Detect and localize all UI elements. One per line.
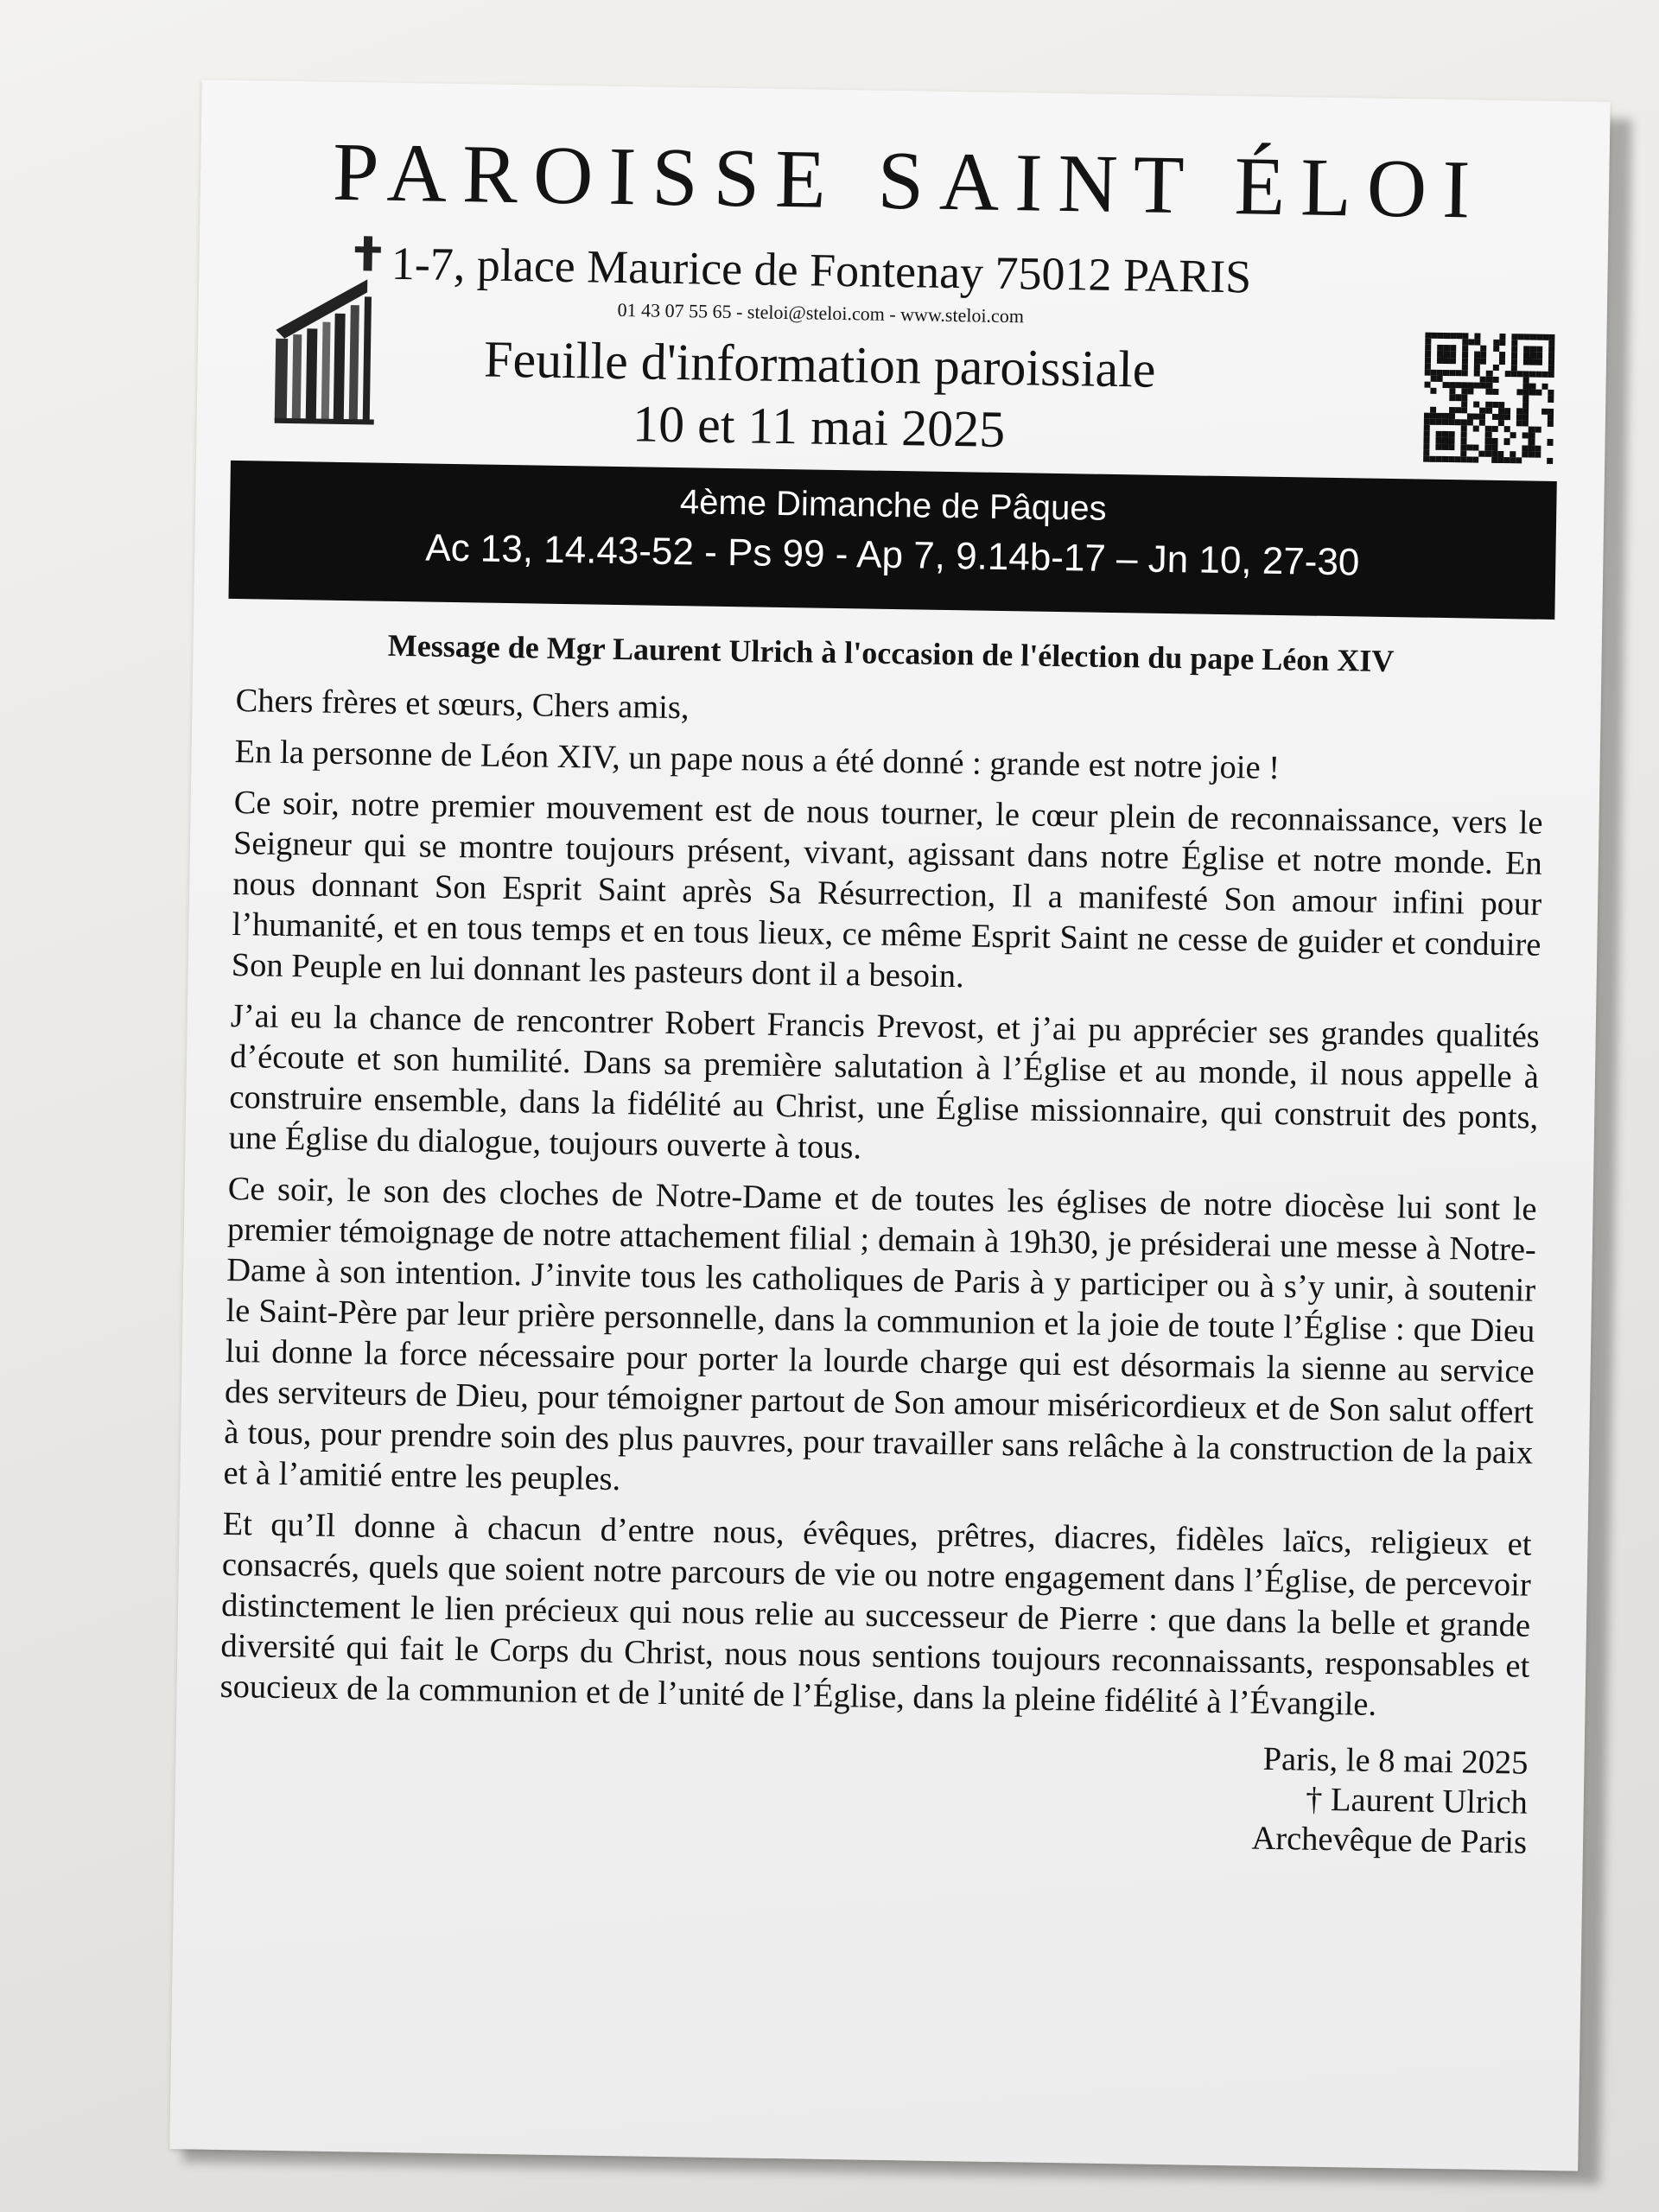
bulletin-date: 10 et 11 mai 2025 [632,395,1006,458]
parish-address: 1-7, place Maurice de Fontenay 75012 PARIS [391,237,1252,303]
parish-title: PAROISSE SAINT ÉLOI [332,124,1487,236]
qr-module [1547,452,1553,458]
qr-module [1547,433,1553,439]
parish-contact: 01 43 07 55 65 - steloi@steloi.com - www.steloi.com [617,298,1025,327]
qr-module [1548,334,1554,340]
sunday-label: 4ème Dimanche de Pâques [679,483,1107,528]
qr-module [1548,402,1554,408]
paragraph-6: Et qu’Il donne à chacun d’entre nous, évêques, prêtres, diacres, fidèles laïcs, religieux et consacrés, quels que soient notre parcours de vie ou notre engagement dans l’Église, de percevoir distinctement le lien précieux qui nous relie au successeur de Pierre : que dans la belle et grande diversité qui fait le Corps du Christ, nous nous sentions toujours reconnaissants, responsables et soucieux de la communion et de l’unité de l’Église, dans la pleine fidélité à l’Évangile. [219,1505,1532,1723]
paragraph-5: Ce soir, le son des cloches de Notre-Dame et de toutes les églises de notre diocèse lui sont le premier témoignage de notre attachement filial ; demain à 19h30, je présiderai une messe à Notre-Dame à son intention. J’invite tous les catholiques de Paris à y participer ou à s’y unir, à soutenir le Saint-Père par leur prière personnelle, dans la communion et la joie de toute l’Église : que Dieu lui donne la force nécessaire pour porter la lourde charge qui est désormais la sienne au service des serviteurs de Dieu, pour témoigner partout de Son amour miséricordieux et de Son salut offert à tous, pour prendre soin des plus pauvres, pour travailler sans relâche à la construction de la paix et à l’amitié entre les peuples. [223,1170,1537,1498]
message-heading: Message de Mgr Laurent Ulrich à l'occasion de l'élection du pape Léon XIV [387,627,1395,679]
qr-module [1548,340,1554,346]
parish-bulletin-sheet [169,79,1610,2171]
greeting-paragraph: Chers frères et sœurs, Chers amis, [235,683,690,727]
qr-module [1548,415,1554,421]
qr-module [1547,458,1553,464]
signature-place-date: Paris, le 8 mai 2025 [1262,1740,1529,1782]
signature-name: † Laurent Ulrich [1305,1781,1529,1821]
readings-label: Ac 13, 14.43-52 - Ps 99 - Ap 7, 9.14b-17 – Jn 10, 27-30 [424,526,1360,584]
paragraph-3: Ce soir, notre premier mouvement est de nous tourner, le cœur plein de reconnaissance, vers le Seigneur qui se montre toujours présent, vivant, agissant dans notre Église et notre monde. En nous donnant Son Esprit Saint après Sa Résurrection, Il a manifesté Son amour infini pour l’humanité, et en tous temps et en tous lieux, ce même Esprit Saint ne cesse de guider et conduire Son Peuple en lui donnant les pasteurs dont il a besoin. [231,785,1543,995]
qr-module [1548,427,1554,433]
qr-module [1548,421,1554,427]
liturgy-banner [228,461,1556,620]
qr-module [1548,346,1554,353]
bulletin-subtitle: Feuille d'information paroissiale [483,330,1156,398]
bulletin-content [219,115,1575,1861]
paragraph-2: En la personne de Léon XIV, un pape nous a été donné : grande est notre joie ! [234,734,1281,787]
church-building-icon [257,226,391,426]
message-body [218,681,1545,1863]
qr-module [1548,409,1554,415]
qr-module [1547,439,1553,445]
signature-role: Archevêque de Paris [1251,1820,1528,1861]
signature-block [218,1723,1529,1863]
qr-module [1547,445,1553,451]
paragraph-4: J’ai eu la chance de rencontrer Robert Francis Prevost, et j’ai pu apprécier ses grandes qualités d’écoute et son humilité. Dans sa première salutation à l’Église et au monde, il nous appelle à construire ensemble, dans la fidélité au Christ, une Église missionnaire, qui construit des ponts, une Église du dialogue, toujours ouverte à tous. [228,998,1541,1166]
qr-code-icon[interactable] [1423,333,1554,464]
